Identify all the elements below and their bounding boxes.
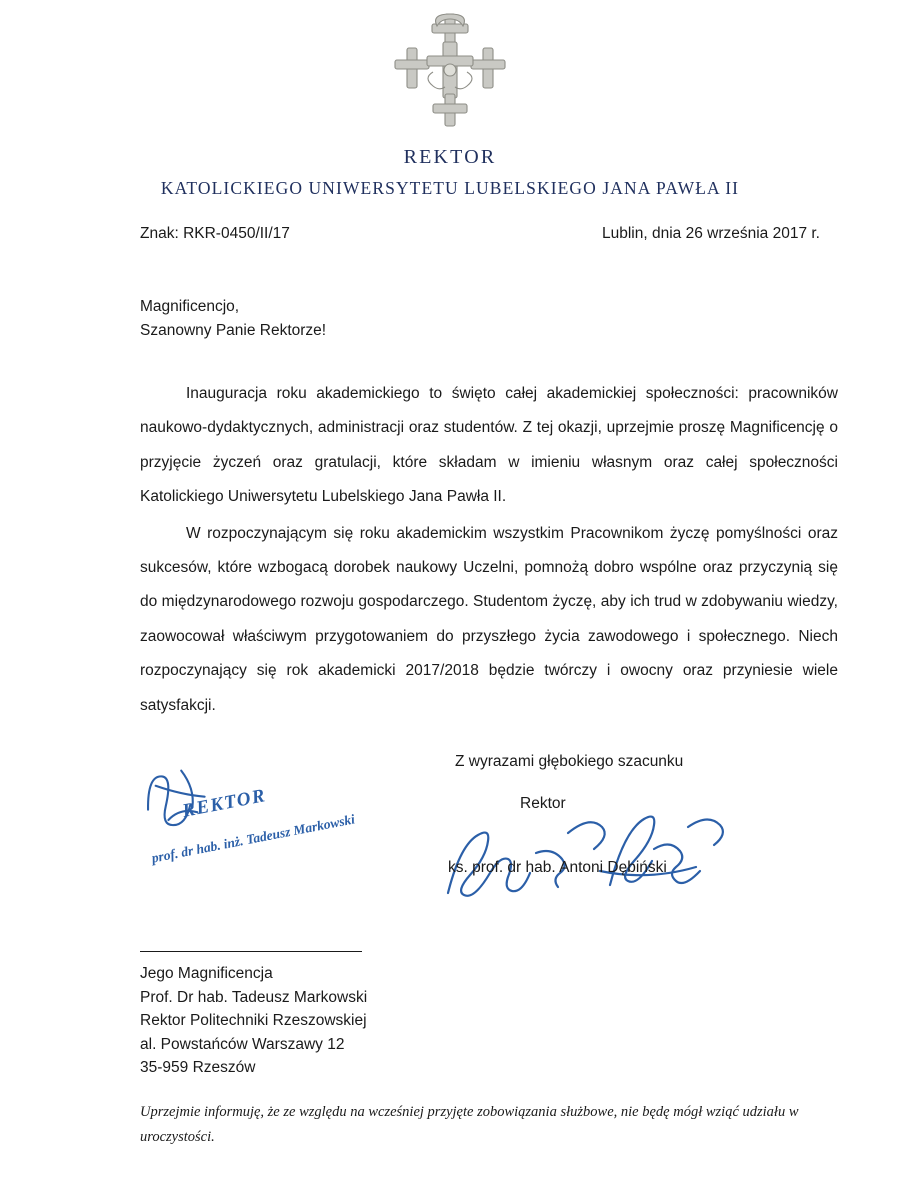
letterhead-title: REKTOR (403, 146, 497, 168)
stamp-role: REKTOR (180, 785, 268, 822)
closing-role: Rektor (520, 795, 566, 813)
closing-block (0, 745, 900, 945)
stamp-name: prof. dr hab. inż. Tadeusz Markowski (150, 811, 357, 866)
addressee-line: Prof. Dr hab. Tadeusz Markowski (140, 988, 368, 1006)
body-paragraph: W rozpoczynającym się roku akademickim wszystkim Pracownikom życzę pomyślności oraz sukcesów, które wzbogacą dorobek naukowy Uczelni, pomnożą dobro wspólne oraz przyczynią się do międzynarodowego rozwoju gospodarczego. Studentom życzę, aby ich trud w zdobywaniu wiedzy, zaowocował właściwym przygotowaniem do przyszłego życia zawodowego i społecznego. Niech rozpoczynający się rok akademicki 2017/2018 będzie twórczy i owocny oraz przyniesie wiele satysfakcji. (140, 524, 838, 714)
letterhead (0, 146, 900, 199)
salutation-line-2: Szanowny Panie Rektorze! (140, 322, 327, 340)
footnote: Uprzejmie informuję, że ze względu na wcześniej przyjęte zobowiązania służbowe, nie będę mógł wziąć udziału w uroczystości. (140, 1104, 799, 1146)
emblem-container (0, 0, 900, 130)
reference-row (0, 225, 900, 243)
reference-sign: Znak: RKR-0450/II/17 (140, 225, 290, 242)
place-and-date: Lublin, dnia 26 września 2017 r. (601, 225, 820, 242)
addressee-line: Rektor Politechniki Rzeszowskiej (140, 1012, 367, 1030)
addressee-divider (140, 951, 362, 952)
addressee-line: Jego Magnificencja (140, 965, 273, 983)
addressee-block (0, 951, 900, 1080)
closing-phrase: Z wyrazami głębokiego szacunku (455, 753, 684, 771)
salutation (0, 295, 900, 343)
letter-body (0, 377, 900, 723)
body-paragraph: Inauguracja roku akademickiego to święto całej akademickiej społeczności: pracowników naukowo-dydaktycznych, administracji oraz studentów. Z tej okazji, uprzejmie proszę Magnificencję o przyjęcie życzeń oraz gratulacji, które składam w imieniu własnym oraz całej społeczności Katolickiego Uniwersytetu Lubelskiego Jana Pawła II. (140, 385, 838, 506)
addressee-line: 35-959 Rzeszów (140, 1059, 256, 1077)
addressee-line: al. Powstańców Warszawy 12 (140, 1035, 345, 1053)
letterhead-subtitle: KATOLICKIEGO UNIWERSYTETU LUBELSKIEGO JANA PAWŁA II (160, 178, 740, 198)
kul-emblem-icon (385, 10, 515, 130)
signatory-name: ks. prof. dr hab. Antoni Dębiński (448, 859, 667, 877)
salutation-line-1: Magnificencjo, (140, 298, 240, 315)
